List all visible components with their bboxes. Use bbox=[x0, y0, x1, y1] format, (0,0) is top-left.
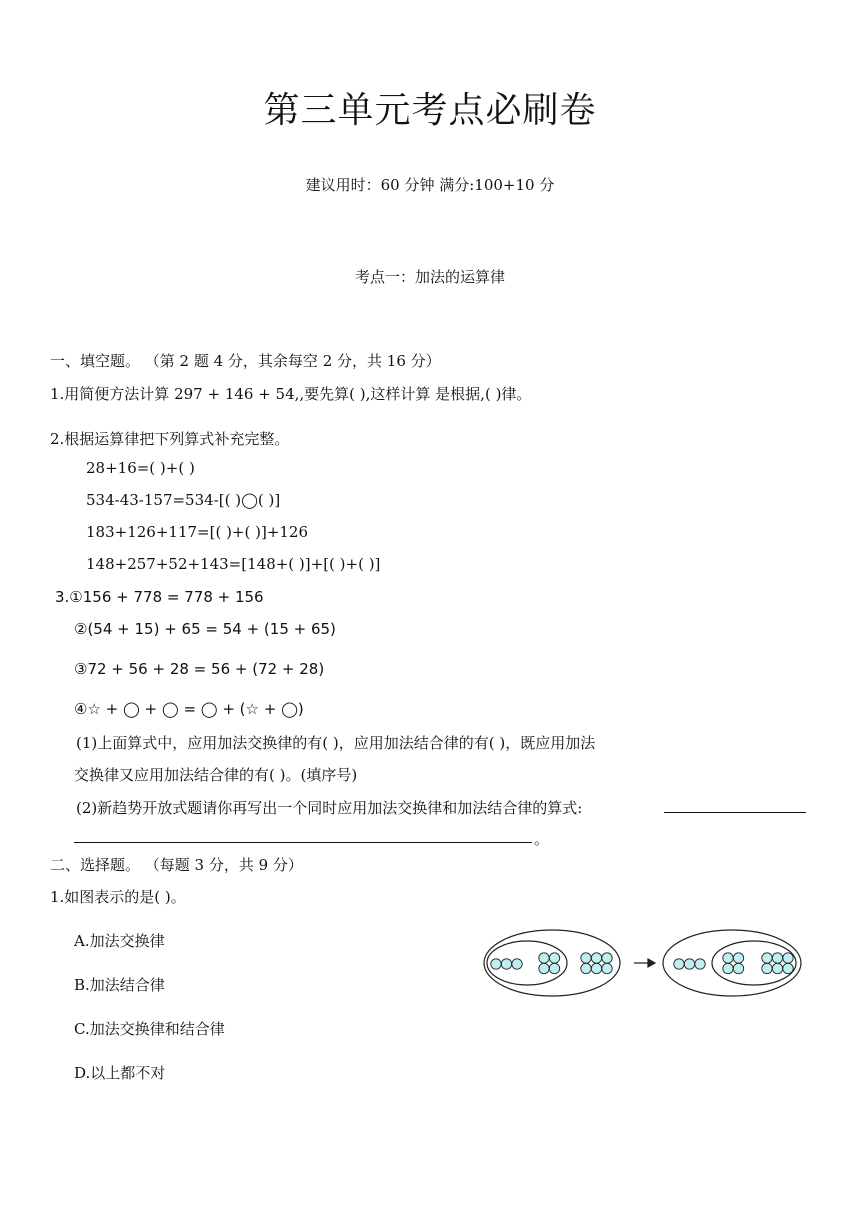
formula-1: 3.①156 + 778 = 778 + 156 bbox=[55, 588, 264, 606]
dot-group-four bbox=[723, 963, 733, 973]
dot-group-four bbox=[539, 953, 549, 963]
dot-group-four bbox=[549, 963, 559, 973]
formula-3: ③72 + 56 + 28 = 56 + (72 + 28) bbox=[74, 660, 325, 678]
part2-heading: 二、选择题。 （每题 3 分，共 9 分） bbox=[50, 856, 303, 874]
equation-line-3: 183+126+117=[( )+( )]+126 bbox=[86, 523, 309, 541]
dot-group-six bbox=[772, 953, 782, 963]
dot-group-six bbox=[772, 963, 782, 973]
answer-blank-2[interactable] bbox=[74, 842, 532, 843]
question-2-1-stem: 1.如图表示的是( )。 bbox=[50, 888, 186, 906]
dot-group-three bbox=[501, 959, 511, 969]
dot-group-six bbox=[581, 963, 591, 973]
dot-group-four bbox=[723, 953, 733, 963]
dot-group-three bbox=[684, 959, 694, 969]
sentence-end: 。 bbox=[534, 830, 550, 848]
dot-group-six bbox=[762, 963, 772, 973]
associative-law-figure bbox=[482, 928, 812, 1000]
page-title: 第三单元考点必刷卷 bbox=[263, 90, 597, 131]
dot-group-four bbox=[539, 963, 549, 973]
equation-line-2: 534-43-157=534-[( )◯( )] bbox=[86, 491, 281, 509]
dot-group-six bbox=[602, 963, 612, 973]
dot-group-six bbox=[783, 963, 793, 973]
dot-group-six bbox=[591, 953, 601, 963]
dot-group-three bbox=[674, 959, 684, 969]
dot-group-four bbox=[549, 953, 559, 963]
option-c[interactable]: C.加法交换律和结合律 bbox=[74, 1020, 225, 1038]
dot-group-six bbox=[762, 953, 772, 963]
option-d[interactable]: D.以上都不对 bbox=[74, 1064, 166, 1082]
sub-question-1-line-2: 交换律又应用加法结合律的有( )。(填序号) bbox=[74, 766, 358, 784]
part1-heading: 一、填空题。 （第 2 题 4 分，其余每空 2 分，共 16 分） bbox=[50, 352, 441, 370]
section-heading: 考点一：加法的运算律 bbox=[354, 268, 505, 286]
dot-group-four bbox=[733, 953, 743, 963]
sub-question-2: (2)新趋势开放式题请你再写出一个同时应用加法交换律和加法结合律的算式: bbox=[76, 799, 583, 817]
dot-group-six bbox=[602, 953, 612, 963]
question-1-2-stem: 2.根据运算律把下列算式补充完整。 bbox=[50, 430, 290, 448]
exam-info: 建议用时：60 分钟 满分:100+10 分 bbox=[305, 176, 555, 194]
dot-group-four bbox=[733, 963, 743, 973]
sub-question-1-line-1: (1)上面算式中，应用加法交换律的有( )，应用加法结合律的有( )，既应用加法 bbox=[76, 734, 596, 752]
formula-2: ②(54 + 15) + 65 = 54 + (15 + 65) bbox=[74, 620, 336, 638]
dot-group-six bbox=[783, 953, 793, 963]
equation-line-1: 28+16=( )+( ) bbox=[86, 459, 195, 477]
arrow-head-icon bbox=[648, 959, 655, 967]
dot-group-six bbox=[581, 953, 591, 963]
question-1-1: 1.用简便方法计算 297 + 146 + 54,,要先算( ),这样计算 是根据,( )律。 bbox=[50, 385, 532, 403]
right-inner-ellipse bbox=[712, 941, 796, 985]
answer-blank-1[interactable] bbox=[664, 812, 806, 813]
dot-group-six bbox=[591, 963, 601, 973]
formula-4: ④☆ + ◯ + ◯ = ◯ + (☆ + ◯) bbox=[74, 700, 304, 718]
dot-group-three bbox=[491, 959, 501, 969]
dot-group-three bbox=[695, 959, 705, 969]
option-b[interactable]: B.加法结合律 bbox=[74, 976, 165, 994]
option-a[interactable]: A.加法交换律 bbox=[74, 932, 165, 950]
dot-group-three bbox=[512, 959, 522, 969]
equation-line-4: 148+257+52+143=[148+( )]+[( )+( )] bbox=[86, 555, 381, 573]
